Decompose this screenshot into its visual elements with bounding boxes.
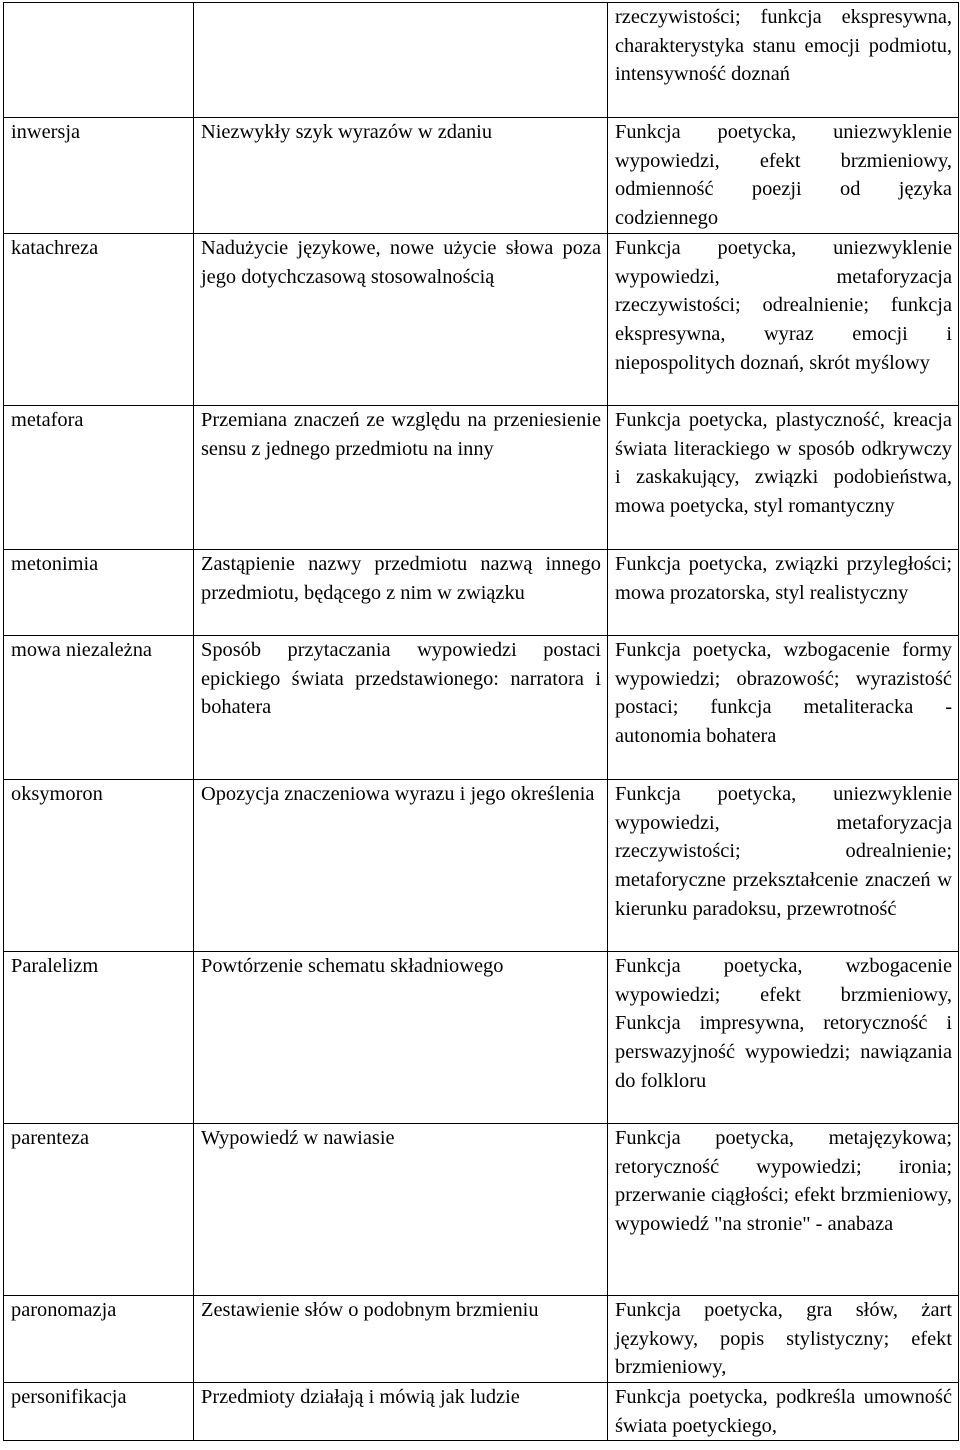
term-cell: Paralelizm: [4, 951, 194, 1123]
definition-cell: Niezwykły szyk wyrazów w zdaniu: [194, 118, 608, 234]
definition-cell: Zestawienie słów o podobnym brzmieniu: [194, 1295, 608, 1382]
figures-of-speech-table: [3, 2, 959, 1441]
definition-cell: [194, 3, 608, 118]
table-row: [4, 3, 959, 118]
function-cell: Funkcja poetycka, związki przyległości; mowa prozatorska, styl realistyczny: [608, 549, 959, 635]
table-row: [4, 1295, 959, 1382]
function-cell: Funkcja poetycka, uniezwyklenie wypowiedzi, metaforyzacja rzeczywistości; odrealnienie; funkcja ekspresywna, wyraz emocji i niepospolitych doznań, skrót myślowy: [608, 233, 959, 405]
table-row: [4, 1123, 959, 1295]
definition-cell: Nadużycie językowe, nowe użycie słowa poza jego dotychczasową stosowalnością: [194, 233, 608, 405]
definition-cell: Opozycja znaczeniowa wyrazu i jego określenia: [194, 779, 608, 951]
table-row: [4, 405, 959, 549]
function-cell: Funkcja poetycka, gra słów, żart językowy, popis stylistyczny; efekt brzmieniowy,: [608, 1295, 959, 1382]
term-cell: mowa niezależna: [4, 635, 194, 779]
table-body: [4, 3, 959, 1441]
function-cell: Funkcja poetycka, uniezwyklenie wypowiedzi, metaforyzacja rzeczywistości; odrealnienie; metaforyczne przekształcenie znaczeń w kierunku paradoksu, przewrotność: [608, 779, 959, 951]
term-cell: metonimia: [4, 549, 194, 635]
definition-cell: Przedmioty działają i mówią jak ludzie: [194, 1382, 608, 1440]
table-row: [4, 779, 959, 951]
table-row: [4, 1382, 959, 1440]
function-cell: Funkcja poetycka, uniezwyklenie wypowiedzi, efekt brzmieniowy, odmienność poezji od języka codziennego: [608, 118, 959, 234]
term-cell: [4, 3, 194, 118]
function-cell: Funkcja poetycka, wzbogacenie formy wypowiedzi; obrazowość; wyrazistość postaci; funkcja metaliteracka - autonomia bohatera: [608, 635, 959, 779]
table-row: [4, 233, 959, 405]
function-cell: rzeczywistości; funkcja ekspresywna, charakterystyka stanu emocji podmiotu, intensywność doznań: [608, 3, 959, 118]
term-cell: inwersja: [4, 118, 194, 234]
table-row: [4, 118, 959, 234]
table-row: [4, 951, 959, 1123]
function-cell: Funkcja poetycka, wzbogacenie wypowiedzi; efekt brzmieniowy, Funkcja impresywna, retoryczność i perswazyjność wypowiedzi; nawiązania do folkloru: [608, 951, 959, 1123]
definition-cell: Wypowiedź w nawiasie: [194, 1123, 608, 1295]
table-row: [4, 549, 959, 635]
table-row: [4, 635, 959, 779]
term-cell: paronomazja: [4, 1295, 194, 1382]
function-cell: Funkcja poetycka, podkreśla umowność świata poetyckiego,: [608, 1382, 959, 1440]
definition-cell: Zastąpienie nazwy przedmiotu nazwą innego przedmiotu, będącego z nim w związku: [194, 549, 608, 635]
definition-cell: Przemiana znaczeń ze względu na przeniesienie sensu z jednego przedmiotu na inny: [194, 405, 608, 549]
term-cell: personifikacja: [4, 1382, 194, 1440]
function-cell: Funkcja poetycka, metajęzykowa; retoryczność wypowiedzi; ironia; przerwanie ciągłości; efekt brzmieniowy, wypowiedź "na stronie" - anabaza: [608, 1123, 959, 1295]
definition-cell: Powtórzenie schematu składniowego: [194, 951, 608, 1123]
term-cell: parenteza: [4, 1123, 194, 1295]
function-cell: Funkcja poetycka, plastyczność, kreacja świata literackiego w sposób odkrywczy i zaskakujący, związki podobieństwa, mowa poetycka, styl romantyczny: [608, 405, 959, 549]
term-cell: katachreza: [4, 233, 194, 405]
definition-cell: Sposób przytaczania wypowiedzi postaci epickiego świata przedstawionego: narratora i bohatera: [194, 635, 608, 779]
term-cell: oksymoron: [4, 779, 194, 951]
term-cell: metafora: [4, 405, 194, 549]
